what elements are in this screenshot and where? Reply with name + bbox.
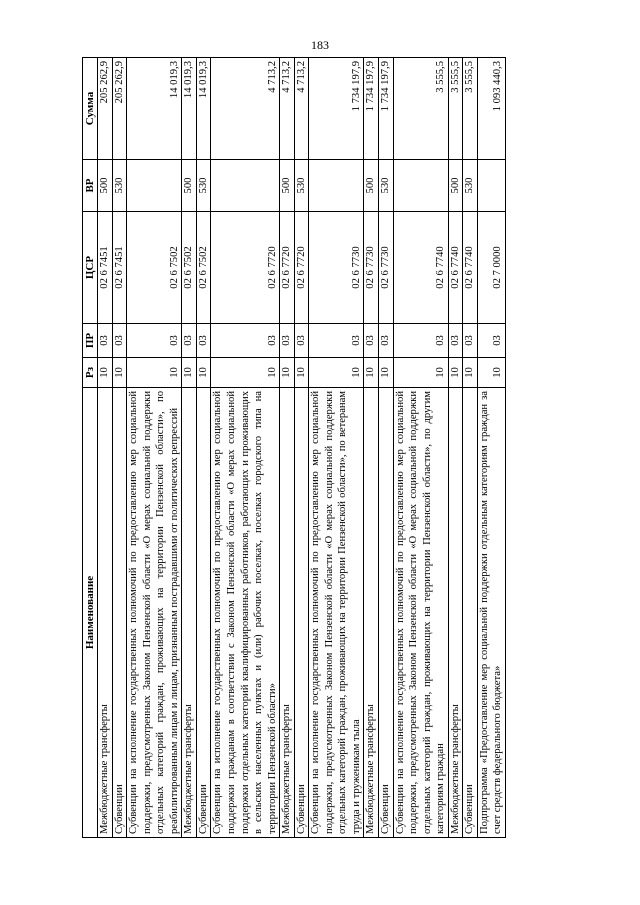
cell-csr: 02 6 7720 — [211, 212, 280, 324]
cell-rz: 10 — [196, 358, 211, 388]
header-csr: ЦСР — [83, 212, 98, 324]
cell-vr: 530 — [463, 160, 478, 212]
cell-csr: 02 6 7740 — [463, 212, 478, 324]
cell-rz: 10 — [379, 358, 394, 388]
cell-name: Межбюджетные трансферты — [448, 388, 463, 838]
cell-pr: 03 — [182, 324, 197, 358]
header-vr: ВР — [83, 160, 98, 212]
cell-vr: 530 — [379, 160, 394, 212]
cell-csr: 02 6 7740 — [448, 212, 463, 324]
cell-csr: 02 6 7730 — [309, 212, 364, 324]
cell-name: Субвенции на исполнение государственных полномочий по предоставлению мер социальной поддержки, предусмотренных Законом Пензенской области «О мерах социальной поддержки отдельных категорий граждан, проживающих на территории Пензенской области», по другим категориям граждан — [393, 388, 448, 838]
budget-table — [82, 57, 506, 838]
cell-sum: 1 734 197,9 — [379, 58, 394, 160]
cell-name: Субвенции — [294, 388, 309, 838]
cell-csr: 02 6 7502 — [127, 212, 182, 324]
cell-pr: 03 — [364, 324, 379, 358]
cell-name: Межбюджетные трансферты — [182, 388, 197, 838]
table-row — [98, 58, 113, 838]
cell-sum: 3 555,5 — [393, 58, 448, 160]
cell-vr — [309, 160, 364, 212]
cell-vr: 500 — [280, 160, 295, 212]
table-row — [280, 58, 295, 838]
cell-csr: 02 6 7451 — [112, 212, 127, 324]
cell-sum: 3 555,5 — [448, 58, 463, 160]
cell-name: Субвенции — [379, 388, 394, 838]
cell-pr: 03 — [463, 324, 478, 358]
table-row — [127, 58, 182, 838]
cell-csr: 02 6 7730 — [364, 212, 379, 324]
cell-sum: 4 713,2 — [280, 58, 295, 160]
table-row — [112, 58, 127, 838]
cell-pr: 03 — [127, 324, 182, 358]
cell-csr: 02 6 7740 — [393, 212, 448, 324]
cell-name: Субвенции — [463, 388, 478, 838]
cell-csr: 02 6 7502 — [182, 212, 197, 324]
cell-pr: 03 — [211, 324, 280, 358]
cell-name: Подпрограмма «Предоставление мер социальной поддержки отдельным категориям граждан за счет средств федерального бюджета» — [477, 388, 505, 838]
cell-rz: 10 — [182, 358, 197, 388]
page-number: 183 — [311, 38, 329, 52]
table-row — [463, 58, 478, 838]
cell-sum: 1 093 440,3 — [477, 58, 505, 160]
cell-csr: 02 7 0000 — [477, 212, 505, 324]
cell-pr: 03 — [196, 324, 211, 358]
cell-sum: 14 019,3 — [127, 58, 182, 160]
cell-sum: 14 019,3 — [182, 58, 197, 160]
header-sum: Сумма — [83, 58, 98, 160]
header-name: Наименование — [83, 388, 98, 838]
cell-rz: 10 — [448, 358, 463, 388]
cell-name: Субвенции — [112, 388, 127, 838]
cell-rz: 10 — [211, 358, 280, 388]
cell-pr: 03 — [448, 324, 463, 358]
cell-name: Межбюджетные трансферты — [98, 388, 113, 838]
cell-vr: 500 — [448, 160, 463, 212]
cell-sum: 4 713,2 — [211, 58, 280, 160]
cell-csr: 02 6 7502 — [196, 212, 211, 324]
cell-pr: 03 — [294, 324, 309, 358]
cell-vr — [211, 160, 280, 212]
cell-name: Субвенции — [196, 388, 211, 838]
cell-csr: 02 6 7720 — [280, 212, 295, 324]
cell-pr: 03 — [393, 324, 448, 358]
cell-rz: 10 — [280, 358, 295, 388]
table-row — [211, 58, 280, 838]
table-row — [196, 58, 211, 838]
cell-rz: 10 — [112, 358, 127, 388]
cell-sum: 14 019,3 — [196, 58, 211, 160]
cell-rz: 10 — [364, 358, 379, 388]
cell-name: Субвенции на исполнение государственных полномочий по предоставлению мер социальной поддержки гражданам в соответствии с Законом Пензенской области «О мерах социальной поддержки отдельных категорий квалифицированных работников, работающих и проживающих в сельских населенных пунктах и (или) рабочих поселках, поселках городского типа на территории Пензенской области» — [211, 388, 280, 838]
table-header-row — [83, 58, 98, 838]
cell-rz: 10 — [393, 358, 448, 388]
cell-pr: 03 — [98, 324, 113, 358]
cell-rz: 10 — [127, 358, 182, 388]
table-row — [182, 58, 197, 838]
cell-name: Субвенции на исполнение государственных полномочий по предоставлению мер социальной поддержки, предусмотренных Законом Пензенской области «О мерах социальной поддержки отдельных категорий граждан, проживающих на территории Пензенской области», по реабилитированным лицам и лицам, признанным пострадавшими от политических репрессий — [127, 388, 182, 838]
cell-vr: 500 — [364, 160, 379, 212]
cell-sum: 3 555,5 — [463, 58, 478, 160]
rotated-table-container — [82, 58, 560, 838]
cell-csr: 02 6 7730 — [379, 212, 394, 324]
cell-vr — [477, 160, 505, 212]
cell-vr — [393, 160, 448, 212]
cell-csr: 02 6 7720 — [294, 212, 309, 324]
cell-rz: 10 — [477, 358, 505, 388]
cell-pr: 03 — [379, 324, 394, 358]
table-row — [364, 58, 379, 838]
cell-vr: 530 — [294, 160, 309, 212]
cell-rz: 10 — [294, 358, 309, 388]
cell-rz: 10 — [98, 358, 113, 388]
cell-sum: 205 262,9 — [112, 58, 127, 160]
table-row — [379, 58, 394, 838]
cell-vr — [127, 160, 182, 212]
cell-vr: 500 — [182, 160, 197, 212]
table-row — [448, 58, 463, 838]
cell-sum: 1 734 197,9 — [364, 58, 379, 160]
table-row — [309, 58, 364, 838]
cell-vr: 530 — [196, 160, 211, 212]
cell-name: Межбюджетные трансферты — [364, 388, 379, 838]
header-pr: ПР — [83, 324, 98, 358]
table-row — [294, 58, 309, 838]
cell-pr: 03 — [112, 324, 127, 358]
cell-sum: 1 734 197,9 — [309, 58, 364, 160]
cell-pr: 03 — [280, 324, 295, 358]
cell-sum: 4 713,2 — [294, 58, 309, 160]
cell-vr: 500 — [98, 160, 113, 212]
table-row — [477, 58, 505, 838]
table-row — [393, 58, 448, 838]
cell-rz: 10 — [309, 358, 364, 388]
cell-name: Субвенции на исполнение государственных полномочий по предоставлению мер социальной поддержки, предусмотренных Законом Пензенской области «О мерах социальной поддержки отдельных категорий граждан, проживающих на территории Пензенской области», по ветеранам труда и труженикам тыла — [309, 388, 364, 838]
cell-name: Межбюджетные трансферты — [280, 388, 295, 838]
cell-vr: 530 — [112, 160, 127, 212]
cell-rz: 10 — [463, 358, 478, 388]
header-rz: Рз — [83, 358, 98, 388]
cell-sum: 205 262,9 — [98, 58, 113, 160]
cell-pr: 03 — [477, 324, 505, 358]
cell-pr: 03 — [309, 324, 364, 358]
cell-csr: 02 6 7451 — [98, 212, 113, 324]
